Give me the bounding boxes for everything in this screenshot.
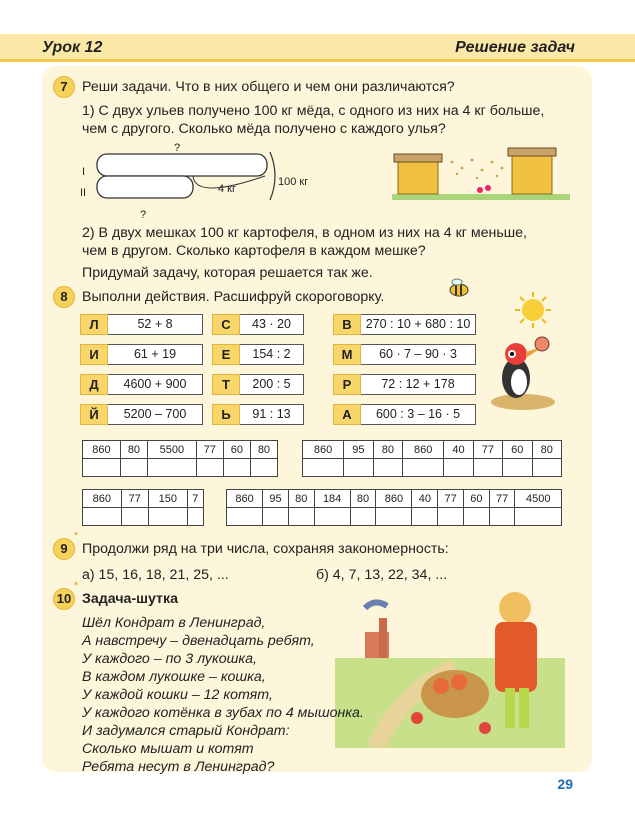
op-s: С 43 · 20: [212, 314, 304, 335]
sun-icon: [510, 290, 556, 330]
op-r: Р 72 : 12 + 178: [333, 374, 476, 395]
task-7-p1b: чем с другого. Сколько мёда получено с каждого улья?: [82, 121, 446, 137]
poem-line: В каждом лукошке – кошка,: [82, 669, 266, 685]
diagram-question-top: ?: [174, 142, 181, 154]
diagram-label-2: II: [80, 187, 87, 199]
task-9-number: 9: [53, 538, 75, 560]
task-9-intro: Продолжи ряд на три числа, сохраняя закономерность:: [82, 541, 449, 557]
cipher-grid-2b: 860 95 80 184 80 860 40 77 60 77 4500: [226, 489, 562, 526]
task-10-star: *: [74, 580, 79, 592]
op-l: Л 52 + 8: [80, 314, 203, 335]
cipher-grid-2a: 860 77 150 7: [82, 489, 204, 526]
page-header: [0, 34, 635, 62]
op-y: Й 5200 – 700: [80, 404, 203, 425]
diagram-question-bottom: ?: [140, 209, 147, 221]
task-9-row-b: б) 4, 7, 13, 22, 34, ...: [316, 567, 448, 583]
task-10-title: Задача-шутка: [82, 591, 179, 607]
op-m: М 60 · 7 – 90 · 3: [333, 344, 476, 365]
task-9-row-a: а) 15, 16, 18, 21, 25, ...: [82, 567, 229, 583]
kondrat-illustration: [335, 588, 565, 748]
op-e: Е 154 : 2: [212, 344, 304, 365]
op-a: А 600 : 3 – 16 · 5: [333, 404, 476, 425]
poem-line: Сколько мышат и котят: [82, 741, 254, 757]
diagram-label-1: I: [82, 166, 86, 178]
task-7-intro: Реши задачи. Что в них общего и чем они различаются?: [82, 79, 455, 95]
topic-title: Решение задач: [455, 39, 575, 56]
poem-line: Шёл Кондрат в Ленинград,: [82, 615, 266, 631]
poem-line: У каждой кошки – 12 котят,: [82, 687, 273, 703]
cipher-grid-1a: 860 80 5500 77 60 80: [82, 440, 278, 477]
task-8-number: 8: [53, 286, 75, 308]
task-8-intro: Выполни действия. Расшифруй скороговорку.: [82, 289, 385, 305]
task-9-star: *: [74, 530, 79, 542]
poem-line: Ребята несут в Ленинград?: [82, 759, 275, 775]
poem-line: И задумался старый Кондрат:: [82, 723, 290, 739]
task-7-p2b: чем в другом. Сколько картофеля в каждом мешке?: [82, 243, 426, 259]
diagram-total: 100 кг: [278, 176, 309, 188]
top-margin: [0, 0, 635, 34]
task-10-number: 10: [53, 588, 75, 610]
op-soft: Ь 91 : 13: [212, 404, 304, 425]
poem-line: У каждого – по 3 лукошка,: [82, 651, 257, 667]
diagram-difference: 4 кг: [218, 183, 236, 195]
bee-icon: [445, 276, 473, 300]
cipher-grid-1b: 860 95 80 860 40 77 60 80: [302, 440, 562, 477]
op-i: И 61 + 19: [80, 344, 203, 365]
op-v: В 270 : 10 + 680 : 10: [333, 314, 476, 335]
poem-line: У каждого котёнка в зубах по 4 мышонка.: [82, 705, 364, 721]
beehives-illustration: [392, 142, 570, 200]
op-t: Т 200 : 5: [212, 374, 304, 395]
task-7-number: 7: [53, 76, 75, 98]
op-d: Д 4600 + 900: [80, 374, 203, 395]
woodpecker-illustration: [486, 330, 560, 412]
task-7-p3: Придумай задачу, которая решается так же.: [82, 265, 373, 281]
task-7-p2a: 2) В двух мешках 100 кг картофеля, в одном из них на 4 кг меньше,: [82, 225, 527, 241]
lesson-title: Урок 12: [42, 39, 103, 56]
poem-line: А навстречу – двенадцать ребят,: [82, 633, 315, 649]
page-number: 29: [557, 776, 573, 792]
task-7-p1a: 1) С двух ульев получено 100 кг мёда, с одного из них на 4 кг больше,: [82, 103, 545, 119]
